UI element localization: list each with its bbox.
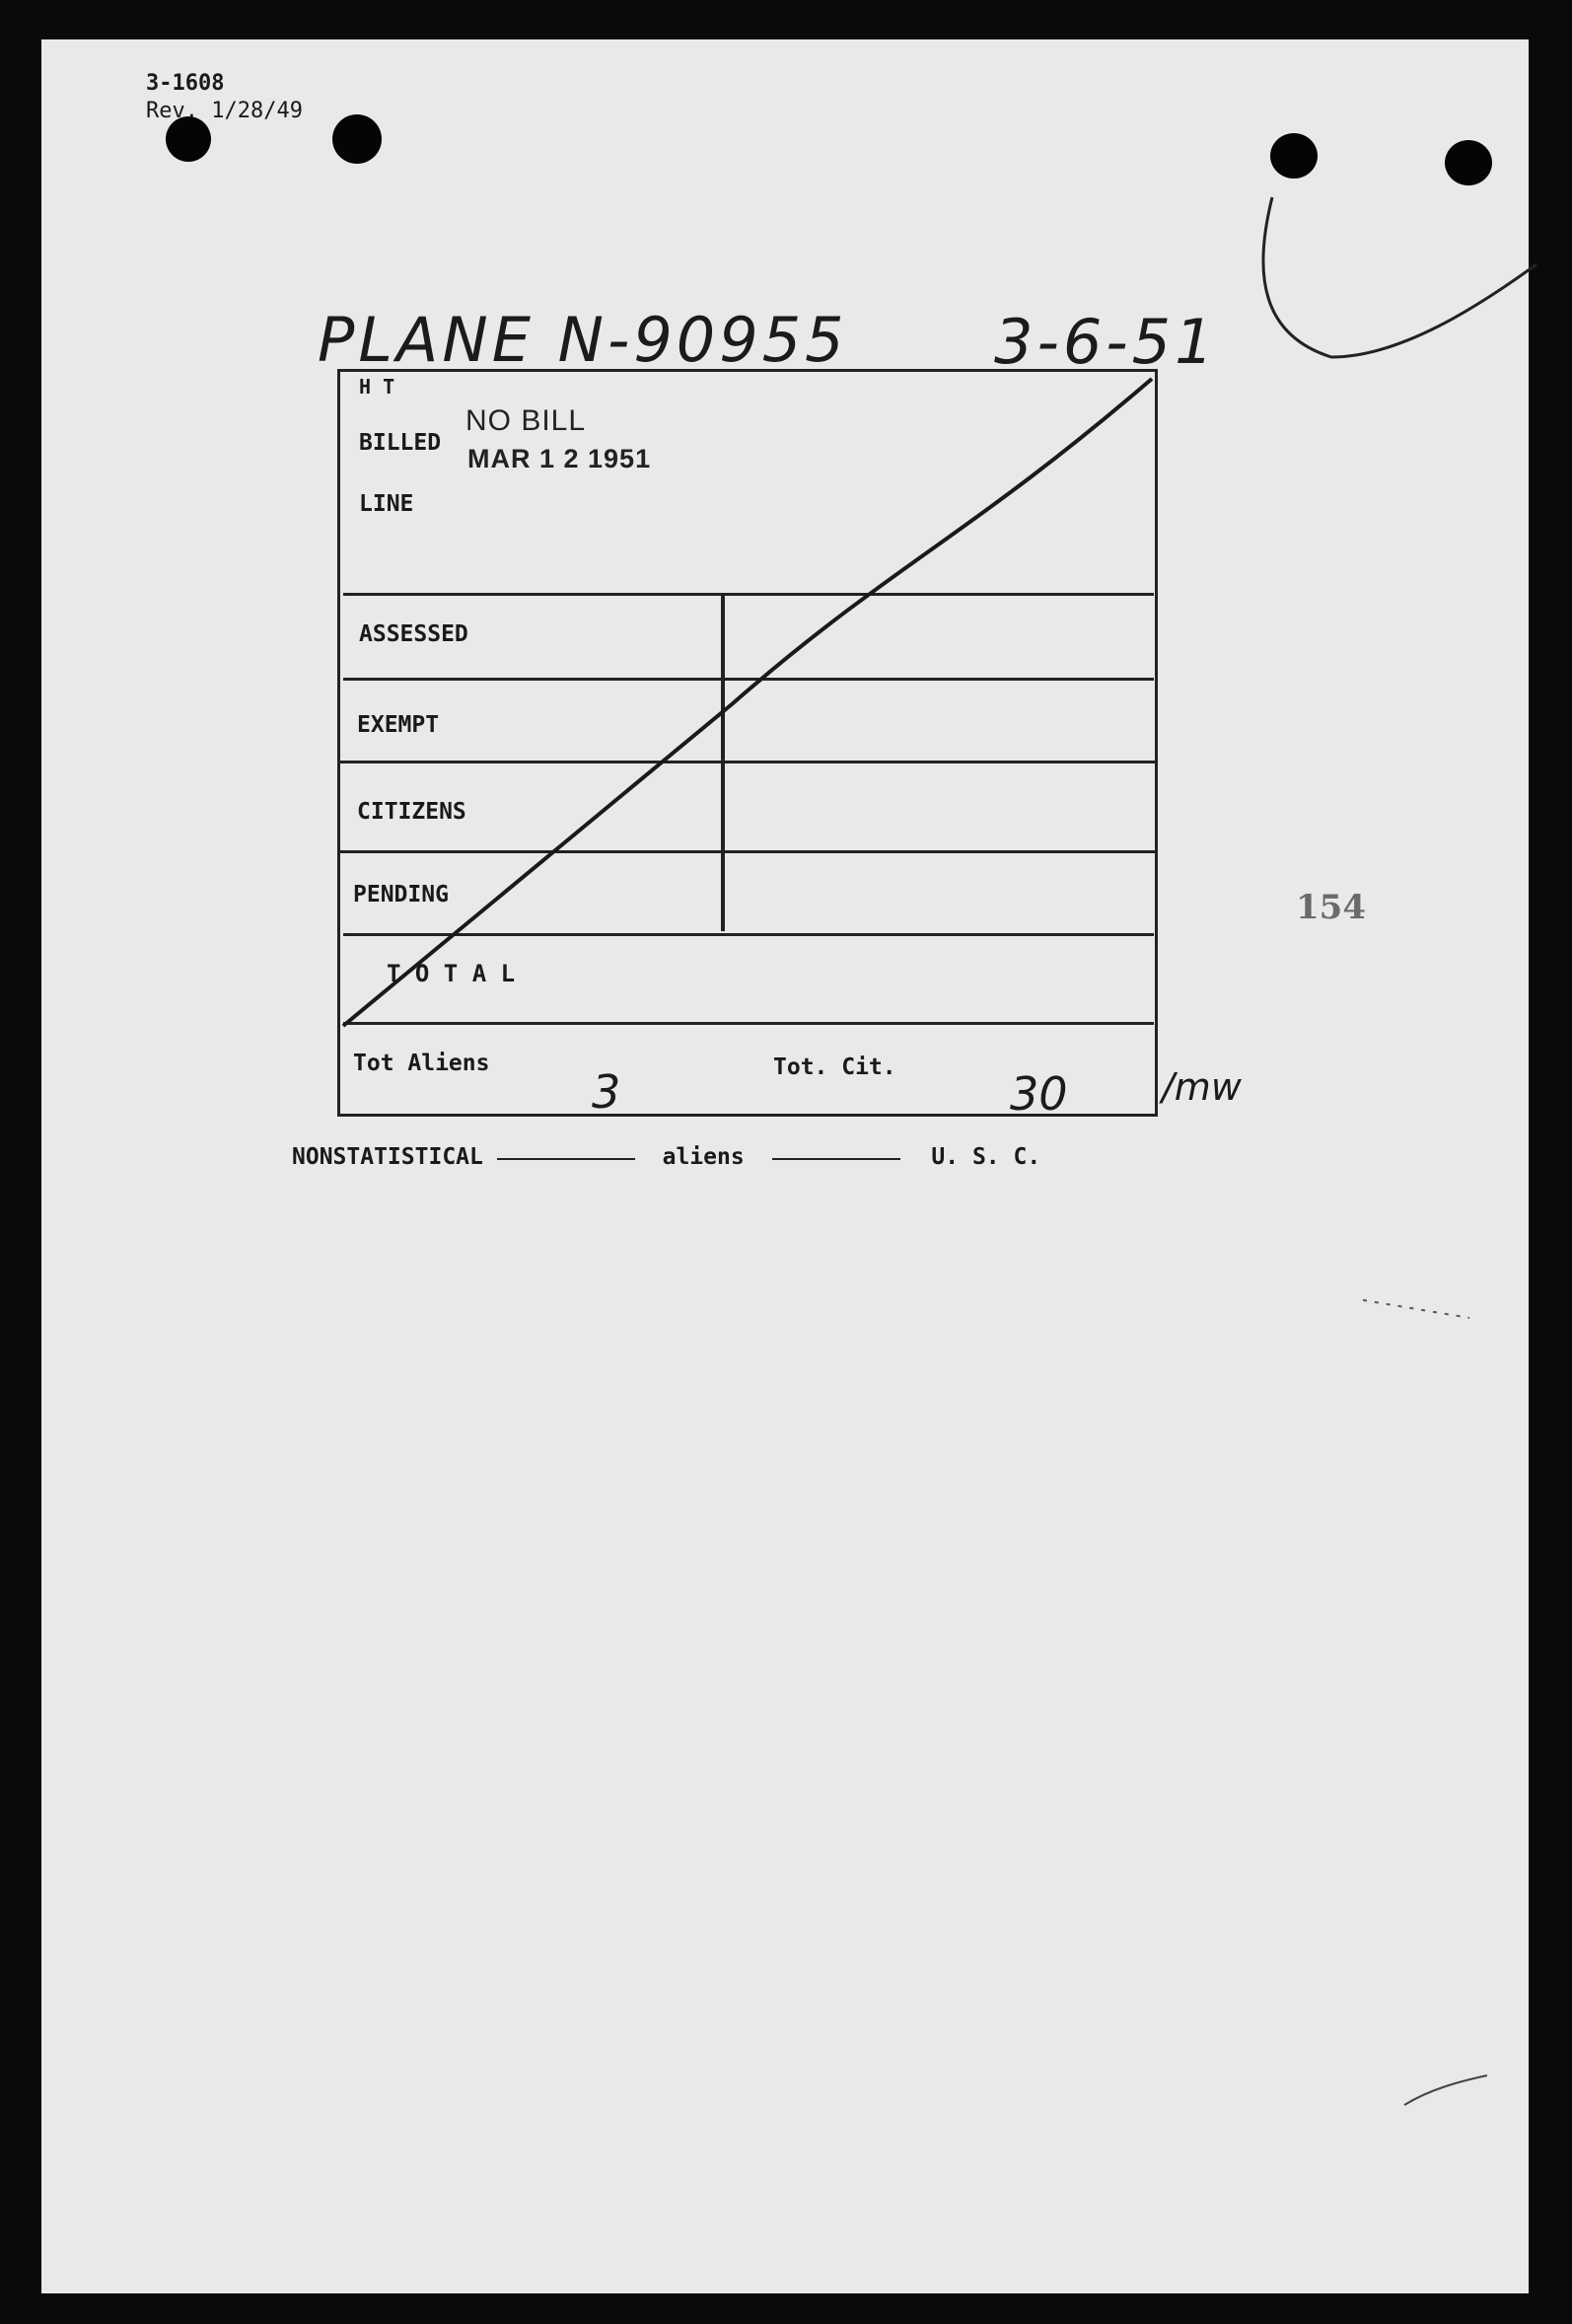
label-total: T O T A L [387, 960, 516, 987]
page-number: 154 [1296, 888, 1366, 927]
stamp-date: MAR 1 2 1951 [467, 444, 652, 473]
punch-hole [332, 114, 382, 164]
label-tot-cit: Tot. Cit. [773, 1054, 896, 1080]
label-ht: H T [359, 375, 395, 399]
form-revision: Rev. 1/28/49 [146, 99, 303, 123]
label-aliens: aliens [662, 1144, 745, 1170]
label-citizens: CITIZENS [357, 799, 466, 825]
strike-through-line [337, 369, 1158, 1030]
handwritten-date: 3-6-51 [994, 306, 1218, 378]
footer-line [292, 1144, 1040, 1170]
label-usc: U. S. C. [931, 1144, 1041, 1170]
check-mark-icon [1252, 187, 1538, 375]
stray-mark [1400, 2071, 1489, 2111]
label-billed: BILLED [359, 430, 442, 456]
label-tot-aliens: Tot Aliens [353, 1051, 490, 1076]
value-tot-aliens: 3 [592, 1065, 621, 1119]
blank-field [497, 1156, 635, 1160]
label-line: LINE [359, 491, 414, 517]
value-tot-cit: 30 [1010, 1067, 1068, 1121]
punch-hole [1270, 133, 1318, 179]
label-nonstatistical: NONSTATISTICAL [292, 1144, 483, 1170]
stamp-no-bill: NO BILL [465, 404, 587, 437]
form-number: 3-1608 [146, 71, 225, 96]
handwritten-heading: PLANE N-90955 [318, 304, 848, 376]
stray-mark [1361, 1292, 1479, 1322]
blank-field [772, 1156, 900, 1160]
label-exempt: EXEMPT [357, 712, 440, 738]
label-assessed: ASSESSED [359, 621, 468, 647]
initials: /mw [1162, 1065, 1242, 1109]
punch-hole [1445, 140, 1492, 185]
label-pending: PENDING [353, 882, 449, 908]
